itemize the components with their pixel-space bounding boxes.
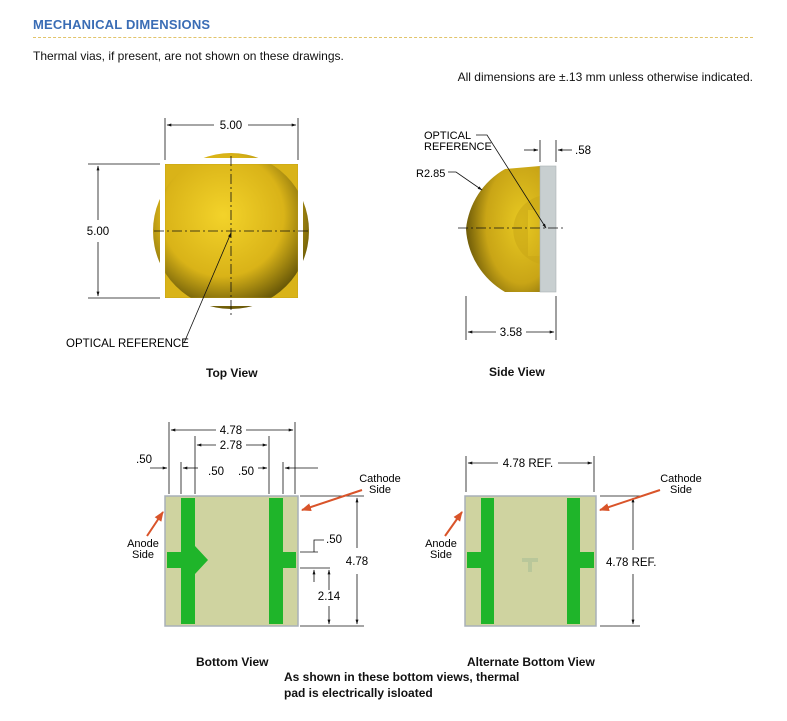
alt-cathode-arrow: [600, 490, 660, 510]
side-radius-dim: R2.85: [416, 168, 446, 180]
side-optical-ref-line2: REFERENCE: [424, 141, 492, 153]
alt-cathode-pad: [567, 498, 580, 624]
section-title: MECHANICAL DIMENSIONS: [33, 17, 211, 32]
bottom-width-478: 4.78: [219, 425, 243, 437]
bottom-anode-label-line1: Anode: [127, 538, 159, 550]
bottom-dim-50-b: .50: [238, 466, 254, 478]
side-view-dome: [466, 166, 540, 292]
alt-cathode-label-line2: Side: [669, 484, 693, 496]
bottom-dim-214: 2.14: [317, 591, 341, 603]
bottom-cathode-arrow: [302, 490, 362, 510]
tolerance-note: All dimensions are ±.13 mm unless otherwise indicated.: [457, 70, 753, 84]
bottom-height-478: 4.78: [345, 556, 369, 568]
alternate-bottom-view: [425, 456, 702, 626]
side-view-substrate: [540, 166, 556, 292]
bottom-cathode-label-line1: Cathode: [359, 473, 401, 485]
top-view: [66, 118, 310, 350]
footnote-line1: As shown in these bottom views, thermal: [284, 670, 520, 684]
top-height-dim: 5.00: [86, 226, 110, 238]
alt-height-ref: 4.78 REF.: [606, 557, 657, 569]
top-optical-reference-label: OPTICAL REFERENCE: [66, 338, 189, 350]
side-view-caption: Side View: [489, 365, 545, 379]
bottom-cathode-pad: [269, 498, 283, 624]
alt-anode-arrow: [445, 512, 462, 536]
bottom-width-278: 2.78: [219, 440, 243, 452]
top-view-caption: Top View: [206, 366, 258, 380]
bottom-anode-label-line2: Side: [131, 549, 155, 561]
alt-anode-label-line1: Anode: [425, 538, 457, 550]
bottom-dim-50-a: .50: [208, 466, 224, 478]
side-width-dim: 3.58: [499, 327, 523, 339]
bottom-view-caption: Bottom View: [196, 655, 269, 669]
side-view: [416, 130, 591, 340]
bottom-cathode-label-line2: Side: [368, 484, 392, 496]
bottom-dim-50-right: .50: [326, 534, 342, 546]
side-thickness-dim: .58: [575, 145, 591, 157]
bottom-dim-50-left: .50: [136, 454, 152, 466]
alt-anode-pad: [481, 498, 494, 624]
bottom-anode-arrow: [147, 512, 163, 536]
top-width-dim: 5.00: [219, 120, 243, 132]
bottom-view: [127, 422, 401, 626]
alt-bottom-view-caption: Alternate Bottom View: [467, 655, 595, 669]
thermal-vias-note: Thermal vias, if present, are not shown on these drawings.: [33, 49, 344, 63]
alt-anode-label-line2: Side: [429, 549, 453, 561]
alt-width-ref: 4.78 REF.: [502, 458, 554, 470]
side-optical-ref-line1: OPTICAL: [424, 130, 472, 142]
alt-cathode-label-line1: Cathode: [660, 473, 702, 485]
footnote-line2: pad is electrically isloated: [284, 686, 433, 700]
